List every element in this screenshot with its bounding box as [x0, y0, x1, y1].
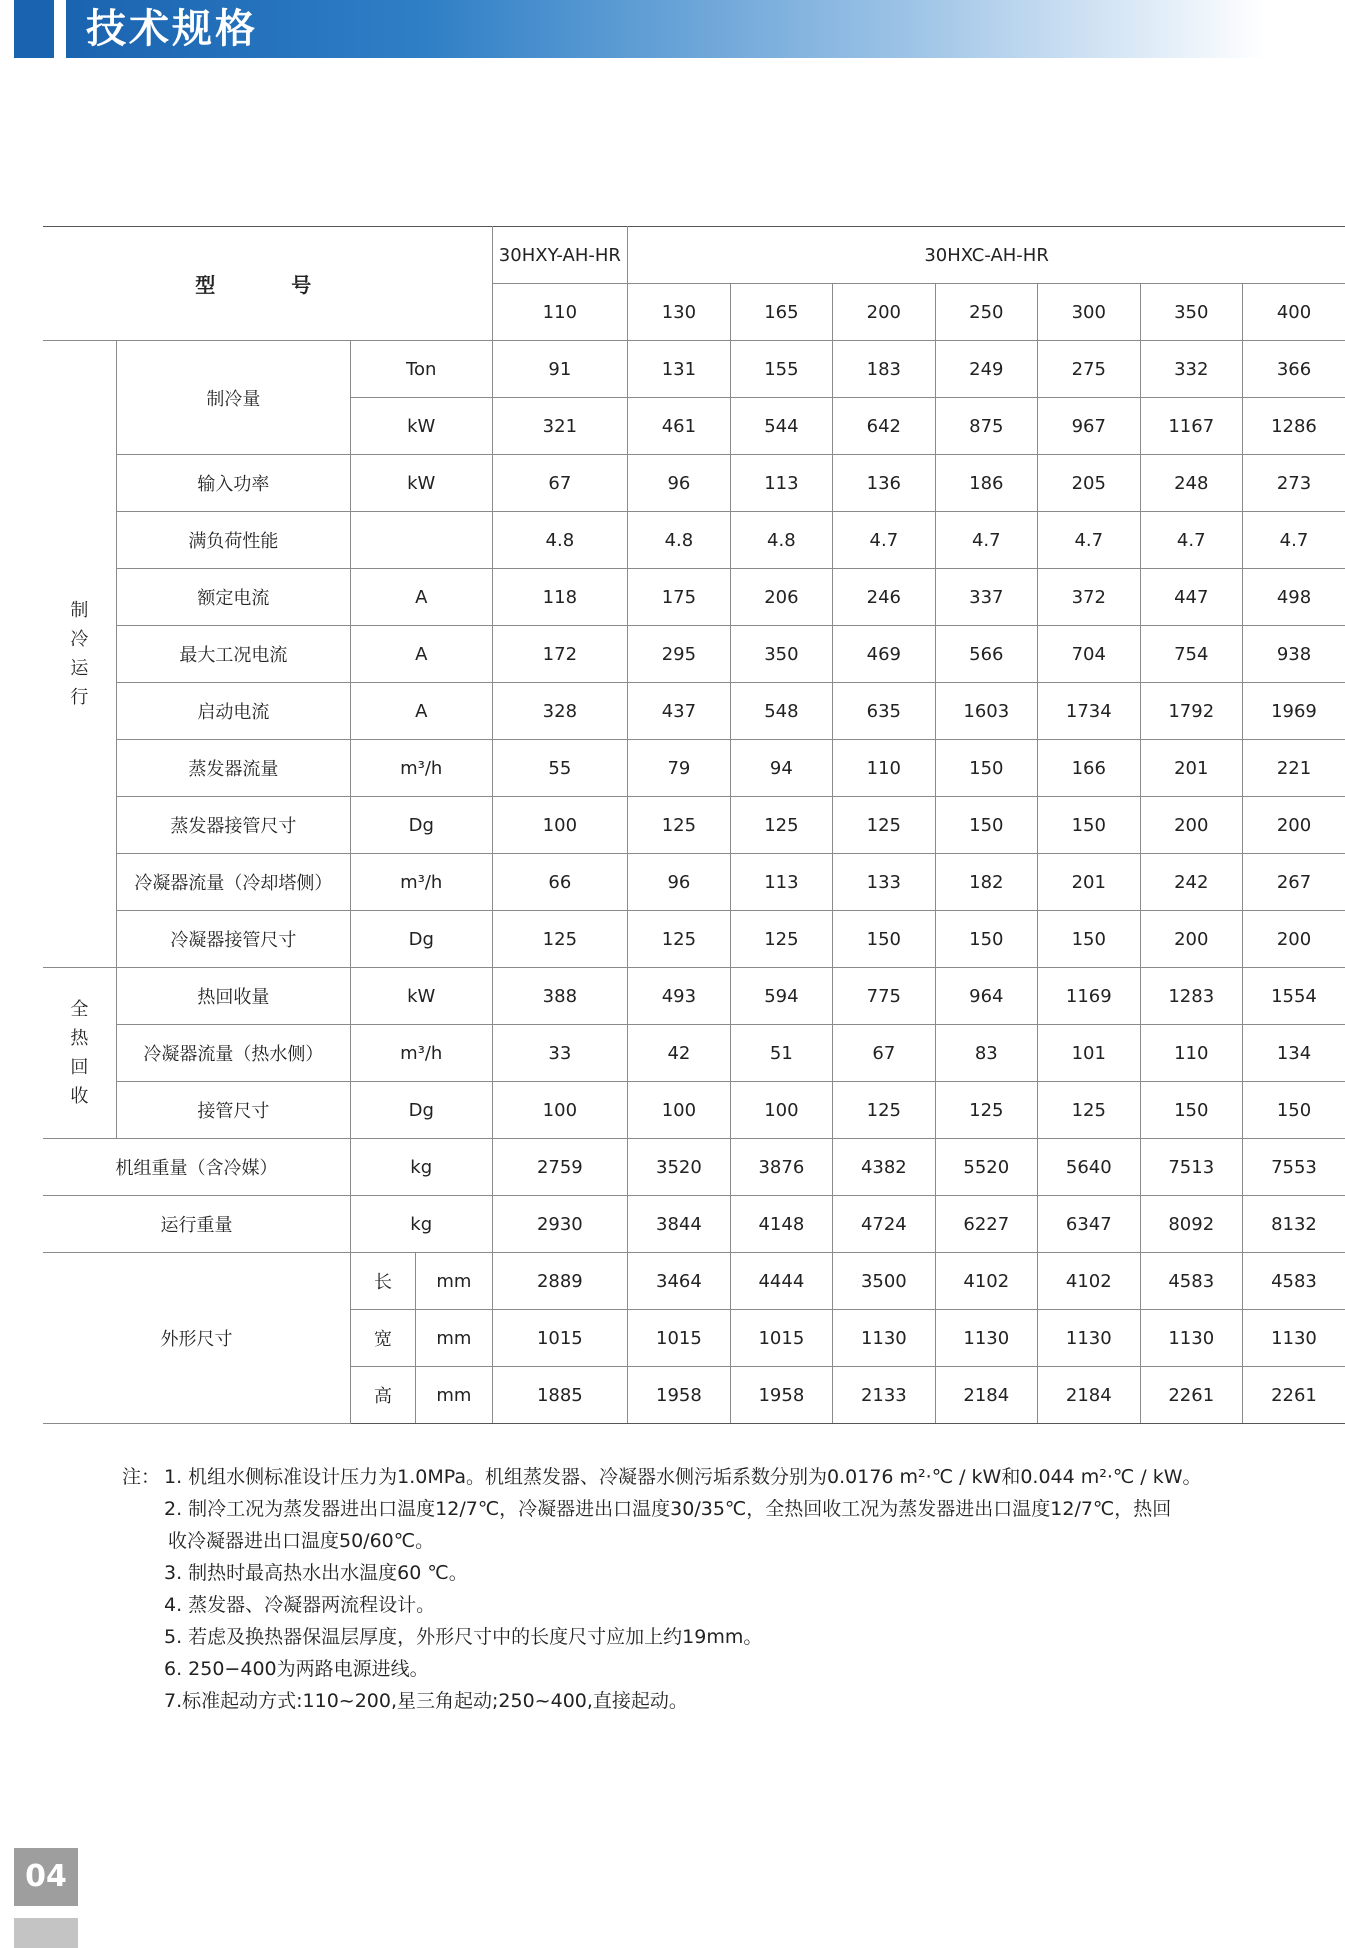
value-cell: 125 — [1038, 1082, 1140, 1139]
value-cell: 2261 — [1140, 1367, 1242, 1424]
row-unit: Dg — [350, 1082, 492, 1139]
note-text: 1. 机组水侧标准设计压力为1.0MPa。机组蒸发器、冷凝器水侧污垢系数分别为0.0176 m²·℃ / kW和0.044 m²·℃ / kW。 — [164, 1466, 1202, 1488]
size-cell: 165 — [730, 284, 832, 341]
value-cell: 544 — [730, 398, 832, 455]
dimension-label: 高 — [350, 1367, 415, 1424]
row-label: 冷凝器流量（冷却塔侧） — [116, 854, 350, 911]
table-row — [43, 626, 1345, 683]
value-cell: 67 — [492, 455, 628, 512]
value-cell: 5640 — [1038, 1139, 1140, 1196]
value-cell: 967 — [1038, 398, 1140, 455]
value-cell: 6227 — [935, 1196, 1037, 1253]
value-cell: 1130 — [935, 1310, 1037, 1367]
value-cell: 437 — [628, 683, 730, 740]
value-cell: 155 — [730, 341, 832, 398]
value-cell: 67 — [833, 1025, 935, 1082]
size-cell: 300 — [1038, 284, 1140, 341]
row-unit: kg — [350, 1196, 492, 1253]
size-cell: 130 — [628, 284, 730, 341]
value-cell: 566 — [935, 626, 1037, 683]
value-cell: 1734 — [1038, 683, 1140, 740]
value-cell: 134 — [1242, 1025, 1345, 1082]
note-item — [122, 1525, 1202, 1557]
dimension-label: 宽 — [350, 1310, 415, 1367]
row-unit: m³/h — [350, 740, 492, 797]
value-cell: 6347 — [1038, 1196, 1140, 1253]
value-cell: 206 — [730, 569, 832, 626]
value-cell: 125 — [935, 1082, 1037, 1139]
table-row — [43, 683, 1345, 740]
table-row — [43, 1025, 1345, 1082]
value-cell: 4.7 — [935, 512, 1037, 569]
table-row — [43, 1253, 1345, 1310]
value-cell: 1283 — [1140, 968, 1242, 1025]
value-cell: 2889 — [492, 1253, 628, 1310]
value-cell: 321 — [492, 398, 628, 455]
row-unit: A — [350, 626, 492, 683]
value-cell: 4102 — [1038, 1253, 1140, 1310]
value-cell: 101 — [1038, 1025, 1140, 1082]
value-cell: 200 — [1140, 911, 1242, 968]
value-cell: 100 — [492, 1082, 628, 1139]
value-cell: 1286 — [1242, 398, 1345, 455]
value-cell: 96 — [628, 455, 730, 512]
value-cell: 125 — [833, 1082, 935, 1139]
group-char: 运 — [70, 658, 89, 679]
value-cell: 150 — [935, 740, 1037, 797]
value-cell: 2759 — [492, 1139, 628, 1196]
row-label: 机组重量（含冷媒） — [43, 1139, 350, 1196]
note-item — [122, 1461, 1202, 1493]
value-cell: 4583 — [1140, 1253, 1242, 1310]
table-row — [43, 569, 1345, 626]
value-cell: 221 — [1242, 740, 1345, 797]
value-cell: 150 — [1242, 1082, 1345, 1139]
value-cell: 94 — [730, 740, 832, 797]
value-cell: 366 — [1242, 341, 1345, 398]
value-cell: 594 — [730, 968, 832, 1025]
page-title: 技术规格 — [86, 6, 258, 52]
value-cell: 4148 — [730, 1196, 832, 1253]
note-text: 3. 制热时最高热水出水温度60 ℃。 — [164, 1562, 468, 1584]
value-cell: 337 — [935, 569, 1037, 626]
value-cell: 113 — [730, 455, 832, 512]
value-cell: 1015 — [492, 1310, 628, 1367]
value-cell: 200 — [1140, 797, 1242, 854]
value-cell: 275 — [1038, 341, 1140, 398]
value-cell: 3844 — [628, 1196, 730, 1253]
note-item — [122, 1653, 1202, 1685]
row-label: 满负荷性能 — [116, 512, 350, 569]
group-label-cooling — [43, 341, 116, 968]
note-item — [122, 1557, 1202, 1589]
value-cell: 4583 — [1242, 1253, 1345, 1310]
value-cell: 182 — [935, 854, 1037, 911]
value-cell: 4382 — [833, 1139, 935, 1196]
row-label: 最大工况电流 — [116, 626, 350, 683]
value-cell: 166 — [1038, 740, 1140, 797]
value-cell: 1130 — [1140, 1310, 1242, 1367]
size-cell: 400 — [1242, 284, 1345, 341]
series-b-label: 30HXC-AH-HR — [628, 227, 1345, 284]
notes-prefix: 注： — [122, 1466, 161, 1488]
row-unit: kg — [350, 1139, 492, 1196]
value-cell: 66 — [492, 854, 628, 911]
value-cell: 150 — [935, 911, 1037, 968]
value-cell: 131 — [628, 341, 730, 398]
value-cell: 150 — [833, 911, 935, 968]
value-cell: 201 — [1038, 854, 1140, 911]
value-cell: 200 — [1242, 797, 1345, 854]
value-cell: 249 — [935, 341, 1037, 398]
note-text: 收冷凝器进出口温度50/60℃。 — [168, 1530, 435, 1552]
value-cell: 125 — [628, 911, 730, 968]
value-cell: 875 — [935, 398, 1037, 455]
series-a-label: 30HXY-AH-HR — [492, 227, 628, 284]
value-cell: 248 — [1140, 455, 1242, 512]
notes — [122, 1461, 1202, 1717]
value-cell: 461 — [628, 398, 730, 455]
row-label: 额定电流 — [116, 569, 350, 626]
value-cell: 3500 — [833, 1253, 935, 1310]
value-cell: 1885 — [492, 1367, 628, 1424]
value-cell: 242 — [1140, 854, 1242, 911]
value-cell: 1015 — [730, 1310, 832, 1367]
value-cell: 1958 — [628, 1367, 730, 1424]
value-cell: 4.8 — [628, 512, 730, 569]
value-cell: 200 — [1242, 911, 1345, 968]
row-label: 冷凝器接管尺寸 — [116, 911, 350, 968]
header-accent-square — [14, 0, 54, 58]
value-cell: 100 — [730, 1082, 832, 1139]
value-cell: 150 — [1140, 1082, 1242, 1139]
value-cell: 938 — [1242, 626, 1345, 683]
value-cell: 1015 — [628, 1310, 730, 1367]
value-cell: 4.8 — [730, 512, 832, 569]
group-char: 回 — [70, 1057, 89, 1078]
row-unit: Ton — [350, 341, 492, 398]
group-char: 全 — [70, 999, 89, 1020]
row-label: 蒸发器接管尺寸 — [116, 797, 350, 854]
note-text: 7.标准起动方式:110~200,星三角起动;250~400,直接起动。 — [164, 1690, 688, 1712]
value-cell: 125 — [492, 911, 628, 968]
group-char: 收 — [70, 1086, 89, 1107]
value-cell: 125 — [833, 797, 935, 854]
value-cell: 295 — [628, 626, 730, 683]
value-cell: 3876 — [730, 1139, 832, 1196]
value-cell: 3520 — [628, 1139, 730, 1196]
value-cell: 7553 — [1242, 1139, 1345, 1196]
value-cell: 51 — [730, 1025, 832, 1082]
value-cell: 4.8 — [492, 512, 628, 569]
note-text: 6. 250−400为两路电源进线。 — [164, 1658, 429, 1680]
value-cell: 635 — [833, 683, 935, 740]
size-cell: 200 — [833, 284, 935, 341]
value-cell: 33 — [492, 1025, 628, 1082]
value-cell: 55 — [492, 740, 628, 797]
value-cell: 2184 — [1038, 1367, 1140, 1424]
note-item — [122, 1621, 1202, 1653]
value-cell: 704 — [1038, 626, 1140, 683]
value-cell: 267 — [1242, 854, 1345, 911]
value-cell: 42 — [628, 1025, 730, 1082]
value-cell: 246 — [833, 569, 935, 626]
value-cell: 469 — [833, 626, 935, 683]
row-unit: kW — [350, 398, 492, 455]
value-cell: 5520 — [935, 1139, 1037, 1196]
value-cell: 110 — [1140, 1025, 1242, 1082]
row-unit: A — [350, 569, 492, 626]
value-cell: 83 — [935, 1025, 1037, 1082]
size-cell: 110 — [492, 284, 628, 341]
row-label: 运行重量 — [43, 1196, 350, 1253]
table-row — [43, 1082, 1345, 1139]
spec-table — [43, 226, 1345, 1424]
value-cell: 350 — [730, 626, 832, 683]
row-label: 蒸发器流量 — [116, 740, 350, 797]
value-cell: 125 — [730, 797, 832, 854]
value-cell: 4.7 — [1140, 512, 1242, 569]
table-row — [43, 854, 1345, 911]
row-unit: kW — [350, 968, 492, 1025]
size-cell: 350 — [1140, 284, 1242, 341]
table-header-row-series — [43, 227, 1345, 284]
value-cell: 447 — [1140, 569, 1242, 626]
value-cell: 4.7 — [1242, 512, 1345, 569]
table-row — [43, 740, 1345, 797]
value-cell: 2930 — [492, 1196, 628, 1253]
value-cell: 125 — [730, 911, 832, 968]
note-text: 4. 蒸发器、冷凝器两流程设计。 — [164, 1594, 436, 1616]
group-label-heat-recovery — [43, 968, 116, 1139]
page-number: 04 — [14, 1848, 78, 1906]
value-cell: 183 — [833, 341, 935, 398]
row-label: 热回收量 — [116, 968, 350, 1025]
value-cell: 186 — [935, 455, 1037, 512]
value-cell: 133 — [833, 854, 935, 911]
value-cell: 548 — [730, 683, 832, 740]
value-cell: 498 — [1242, 569, 1345, 626]
value-cell: 1167 — [1140, 398, 1242, 455]
value-cell: 172 — [492, 626, 628, 683]
row-unit: mm — [416, 1310, 492, 1367]
value-cell: 1130 — [1242, 1310, 1345, 1367]
value-cell: 118 — [492, 569, 628, 626]
value-cell: 372 — [1038, 569, 1140, 626]
value-cell: 2261 — [1242, 1367, 1345, 1424]
value-cell: 328 — [492, 683, 628, 740]
value-cell: 1958 — [730, 1367, 832, 1424]
page-tab-decoration — [14, 1918, 78, 1948]
note-text: 2. 制冷工况为蒸发器进出口温度12/7℃，冷凝器进出口温度30/35℃，全热回收工况为蒸发器进出口温度12/7℃，热回 — [164, 1498, 1172, 1520]
group-char: 冷 — [70, 629, 89, 650]
row-label: 冷凝器流量（热水侧） — [116, 1025, 350, 1082]
row-label: 接管尺寸 — [116, 1082, 350, 1139]
row-label: 启动电流 — [116, 683, 350, 740]
model-label: 型 号 — [43, 227, 492, 341]
value-cell: 1130 — [1038, 1310, 1140, 1367]
value-cell: 100 — [628, 1082, 730, 1139]
value-cell: 100 — [492, 797, 628, 854]
value-cell: 4444 — [730, 1253, 832, 1310]
value-cell: 150 — [1038, 797, 1140, 854]
value-cell: 150 — [935, 797, 1037, 854]
table-row — [43, 968, 1345, 1025]
row-label: 输入功率 — [116, 455, 350, 512]
value-cell: 1130 — [833, 1310, 935, 1367]
value-cell: 332 — [1140, 341, 1242, 398]
value-cell: 388 — [492, 968, 628, 1025]
value-cell: 3464 — [628, 1253, 730, 1310]
row-label: 制冷量 — [116, 341, 350, 455]
value-cell: 4102 — [935, 1253, 1037, 1310]
value-cell: 642 — [833, 398, 935, 455]
row-unit: mm — [416, 1367, 492, 1424]
value-cell: 754 — [1140, 626, 1242, 683]
note-item — [122, 1493, 1202, 1525]
note-item — [122, 1685, 1202, 1717]
table-row — [43, 797, 1345, 854]
value-cell: 4.7 — [1038, 512, 1140, 569]
value-cell: 7513 — [1140, 1139, 1242, 1196]
note-text: 5. 若虑及换热器保温层厚度，外形尺寸中的长度尺寸应加上约19mm。 — [164, 1626, 763, 1648]
value-cell: 110 — [833, 740, 935, 797]
value-cell: 8092 — [1140, 1196, 1242, 1253]
value-cell: 96 — [628, 854, 730, 911]
table-row — [43, 1196, 1345, 1253]
value-cell: 493 — [628, 968, 730, 1025]
value-cell: 175 — [628, 569, 730, 626]
value-cell: 1969 — [1242, 683, 1345, 740]
group-char: 行 — [70, 687, 89, 708]
table-row — [43, 911, 1345, 968]
row-unit: mm — [416, 1253, 492, 1310]
row-unit: A — [350, 683, 492, 740]
table-row — [43, 512, 1345, 569]
value-cell: 79 — [628, 740, 730, 797]
value-cell: 125 — [628, 797, 730, 854]
table-row — [43, 1139, 1345, 1196]
row-unit: kW — [350, 455, 492, 512]
row-label: 外形尺寸 — [43, 1253, 350, 1424]
row-unit: Dg — [350, 911, 492, 968]
value-cell: 201 — [1140, 740, 1242, 797]
value-cell: 775 — [833, 968, 935, 1025]
value-cell: 113 — [730, 854, 832, 911]
value-cell: 205 — [1038, 455, 1140, 512]
dimension-label: 长 — [350, 1253, 415, 1310]
value-cell: 4.7 — [833, 512, 935, 569]
note-item — [122, 1589, 1202, 1621]
row-unit: m³/h — [350, 1025, 492, 1082]
row-unit: Dg — [350, 797, 492, 854]
value-cell: 1792 — [1140, 683, 1242, 740]
value-cell: 1169 — [1038, 968, 1140, 1025]
table-row — [43, 341, 1345, 398]
value-cell: 2133 — [833, 1367, 935, 1424]
value-cell: 1603 — [935, 683, 1037, 740]
value-cell: 91 — [492, 341, 628, 398]
table-row — [43, 455, 1345, 512]
row-unit — [350, 512, 492, 569]
group-char: 制 — [70, 600, 89, 621]
value-cell: 2184 — [935, 1367, 1037, 1424]
value-cell: 150 — [1038, 911, 1140, 968]
value-cell: 136 — [833, 455, 935, 512]
value-cell: 964 — [935, 968, 1037, 1025]
group-char: 热 — [70, 1028, 89, 1049]
value-cell: 1554 — [1242, 968, 1345, 1025]
value-cell: 273 — [1242, 455, 1345, 512]
value-cell: 4724 — [833, 1196, 935, 1253]
row-unit: m³/h — [350, 854, 492, 911]
value-cell: 8132 — [1242, 1196, 1345, 1253]
size-cell: 250 — [935, 284, 1037, 341]
